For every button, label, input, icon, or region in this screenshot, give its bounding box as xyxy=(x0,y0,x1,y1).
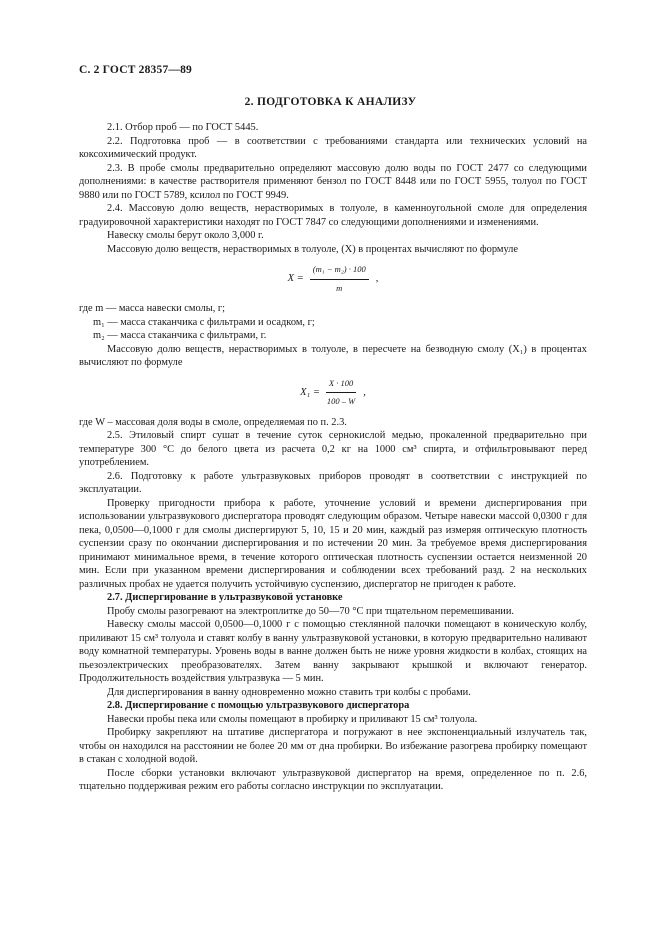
paragraph-sample-mass: Навеску смолы берут около 3,000 г. xyxy=(107,230,264,241)
formula-x-comma: , xyxy=(375,273,379,285)
where-m1: m₁ — масса стаканчика с фильтрами и осадком, г; xyxy=(93,316,315,328)
formula-x xyxy=(79,256,587,302)
paragraph-test-tube: Навески пробы пека или смолы помещают в пробирку и приливают 15 см³ толуола. xyxy=(107,713,478,725)
paragraph-ultrasonic-bath: Навеску смолы массой 0,0500—0,1000 г с помощью стеклянной палочки помещают в коническую колбу, приливают 15 см³ толуола и ставят колбу в ванну ультразвуковой установки, в которую предварительно наливают воду комнатной температуры. Уровень воды в ванне должен быть не ниже уровня жидкости в колбах, стоящих на пьезоэлектрических преобразователях. Затем ванну закрывают крышкой и включают генератор. Продолжительность воздействия ультразвука — 5 мин. xyxy=(79,619,587,684)
heading-2-8: 2.8. Диспергирование с помощью ультразвукового диспергатора xyxy=(107,700,410,711)
paragraph-emitter: Пробирку закрепляют на штативе диспергатора и погружают в нее экспоненциальный излучатель так, чтобы он находился на расстоянии не более 20 мм от дна пробирки. Во избежание разогрева пробирку помещают в стакан с холодной водой. xyxy=(79,727,587,765)
page-header: С. 2 ГОСТ 28357—89 xyxy=(79,64,192,76)
paragraph-assembly: После сборки установки включают ультразвуковой диспергатор на время, определенное по п. 2.6, тщательно поддерживая режим его работы согласно инструкции по эксплуатации. xyxy=(79,767,587,792)
paragraph-2-2: 2.2. Подготовка проб — в соответствии с требованиями стандарта или технических условий на коксохимический продукт. xyxy=(79,135,587,160)
formula-x-denominator: m xyxy=(336,282,343,293)
paragraph-2-4: 2.4. Массовую долю веществ, нерастворимых в толуоле, в каменноугольной смоле для определения градуировочной характеристики находят по ГОСТ 7847 со следующими дополнениями и изменениями. xyxy=(79,203,587,228)
paragraph-three-flasks: Для диспергирования в ванну одновременно можно ставить три колбы с пробами. xyxy=(107,686,471,698)
paragraph-2-3: 2.3. В пробе смолы предварительно определяют массовую долю воды по ГОСТ 2477 со следующими дополнениями: в качестве растворителя применяют бензол по ГОСТ 8448 или по ГОСТ 5955, толуол по ГОСТ 9880 или по ГОСТ 5789, ксилол по ГОСТ 9949. xyxy=(79,162,587,201)
paragraph-2-6: 2.6. Подготовку к работе ультразвуковых приборов проводят в соответствии с инструкцией по эксплуатации. xyxy=(79,470,587,495)
formula-x-fraction xyxy=(310,263,369,295)
formula-x1-numerator: X · 100 xyxy=(326,377,356,394)
formula-x1-fraction xyxy=(326,377,356,409)
paragraph-suitability-check: Проверку пригодности прибора к работе, уточнение условий и времени диспергирования при использовании ультразвукового диспергатора проводят следующим образом. Четыре навески массой 0,0300 г для пека, 0,0500—0,1000 г для смолы диспергируют 5, 10, 15 и 20 мин, каждый раз измеряя оптическую плотность суспензии сразу по окончании диспергирования и по истечении 20 мин. За требуемое время диспергирования принимают минимальное время, в течение которого оптическая плотность суспензии остается неизменной 20 мин. Если при указанном времени диспергирования и соблюдении всех требований разд. 2 на нескольких различных пробах не удается получить устойчивую суспензию, диспергатор не пригоден к работе. xyxy=(79,497,587,590)
where-m: где m — масса навески смолы, г; xyxy=(79,303,226,314)
paragraph-heating: Пробу смолы разогревают на электроплитке до 50—70 °С при тщательном перемешивании. xyxy=(107,605,515,617)
heading-2-7: 2.7. Диспергирование в ультразвуковой установке xyxy=(107,592,343,603)
body-text xyxy=(79,121,587,794)
section-title: 2. ПОДГОТОВКА К АНАЛИЗУ xyxy=(244,96,417,108)
formula-x1 xyxy=(79,370,587,416)
formula-x-lhs: X = xyxy=(287,273,304,285)
formula-x1-comma: , xyxy=(363,386,366,398)
where-m2: m₂ — масса стаканчика с фильтрами, г. xyxy=(93,330,267,341)
paragraph-2-1: 2.1. Отбор проб — по ГОСТ 5445. xyxy=(107,122,259,133)
formula-x1-denominator: 100 – W xyxy=(326,396,356,406)
formula-x-numerator: (m₁ − m₂) · 100 xyxy=(310,263,369,280)
paragraph-2-5: 2.5. Этиловый спирт сушат в течение суток сернокислой медью, прокаленной предварительно при температуре 300 °С до белого цвета из расчета 0,2 кг на 1000 см³ спирта, и отфильтровывают перед употреблением. xyxy=(79,430,587,468)
where-w: где W – массовая доля воды в смоле, определяемая по п. 2.3. xyxy=(79,416,347,428)
paragraph-formula-intro-2: Массовую долю веществ, нерастворимых в толуоле, в пересчете на безводную смолу (X₁) в процентах вычисляют по формуле xyxy=(79,343,587,368)
formula-x1-lhs: X₁ = xyxy=(300,386,320,398)
paragraph-formula-intro-1: Массовую долю веществ, нерастворимых в толуоле, (X) в процентах вычисляют по формуле xyxy=(107,243,518,255)
